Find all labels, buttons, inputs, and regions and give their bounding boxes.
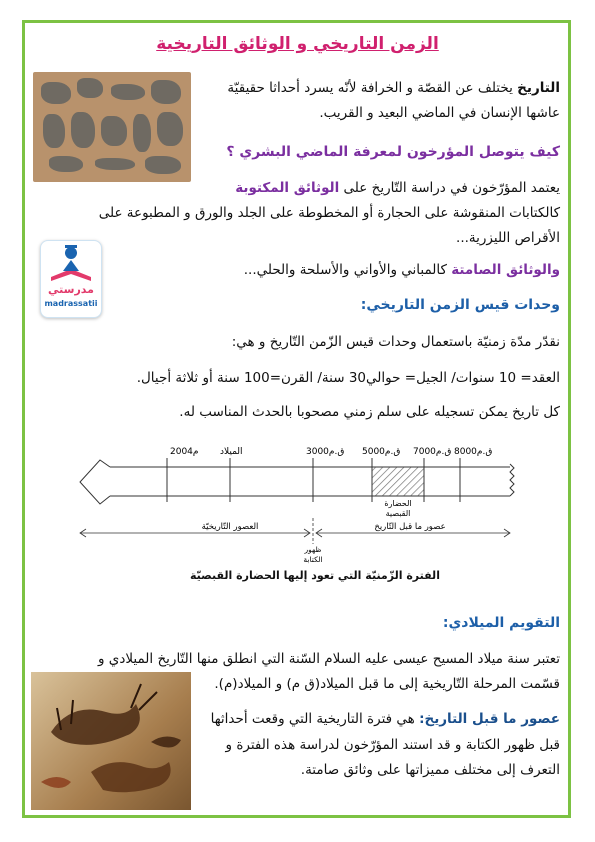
written-docs-keyword: الوثائق المكتوبة	[235, 180, 340, 196]
units-line-3: كل تاريخ يمكن تسجيله على سلم زمني مصحوبا بالحدث المناسب له.	[179, 404, 560, 420]
units-heading: وحدات قيس الزمن التاريخي:	[360, 297, 560, 313]
writing-label-1: ظهور	[304, 545, 322, 554]
tick-label-7000: 7000ق.م	[413, 447, 452, 457]
intro-line-1	[200, 76, 560, 101]
calendar-line-1: تعتبر سنة ميلاد المسيح عيسى عليه السلام السّنة التي انطلق منها التّاريخ الميلادي و	[97, 651, 560, 667]
prehistory-line-1	[200, 707, 560, 732]
tick-label-2004: 2004م	[170, 447, 199, 457]
tick-label-3000: 3000ق.م	[306, 447, 345, 457]
sources-line-2: كالكتابات المنقوشة على الحجارة أو المخطوطة على الجلد والورق و المطبوعة على	[98, 205, 560, 221]
sources-text-1: يعتمد المؤرّخون في دراسة التّاريخ على	[339, 180, 560, 196]
sources-line-3: الأقراص الليزرية...	[456, 230, 560, 246]
timeline-break-mark	[510, 464, 514, 496]
capsian-label-2: القبصية	[385, 509, 411, 518]
sources-line-4	[200, 258, 560, 283]
capsian-label-1: الحضارة	[384, 499, 412, 508]
intro-keyword: التاريخ	[517, 80, 560, 96]
silent-docs-keyword: الوثائق الصامتة	[451, 262, 552, 278]
writing-label-2: الكتابة	[303, 555, 323, 564]
prehistoric-era-label: عصور ما قبل التّاريخ	[374, 522, 446, 532]
units-line-2: العقد= 10 سنوات/ الجيل= حوالي30 سنة/ القرن=100 سنة أو ثلاثة أجيال.	[136, 370, 560, 386]
prehistory-text-1: هي فترة التاريخية التي وقعت أحداثها	[210, 711, 420, 727]
tick-label-8000: 8000ق.م	[454, 447, 493, 457]
timeline-diagram	[70, 440, 530, 590]
cave-animals-drawing	[31, 672, 191, 810]
units-line-1: نقدّر مدّة زمنيّة باستعمال وحدات قيس الزّمن التّاريخ و هي:	[231, 334, 560, 350]
tick-label-birth: الميلاد	[220, 447, 243, 457]
logo-subtitle: madrassatii	[44, 299, 98, 308]
page-title: الزمن التاريخي و الوثائق التاريخية	[156, 34, 439, 54]
intro-line-2: عاشها الإنسان في الماضي البعيد و القريب.	[319, 105, 560, 121]
prehistory-keyword: عصور ما قبل التاريخ:	[419, 711, 560, 727]
historic-era-label: العصور التّاريخيّة	[201, 522, 259, 532]
silent-docs-text: كالمباني والأواني والأسلحة والحلي...	[243, 262, 452, 278]
timeline-svg	[70, 440, 530, 570]
timeline-caption: الفترة الزّمنيّة التي تعود إليها الحضارة القبصيّة	[190, 569, 440, 582]
silent-docs-prefix: و	[551, 262, 560, 278]
cave-painting-image	[31, 672, 191, 810]
book-reader-icon	[41, 241, 101, 285]
question-heading: كيف يتوصل المؤرخون لمعرفة الماضي البشري ؟	[226, 144, 560, 160]
timeline-arrow-head	[80, 460, 110, 504]
sources-line-1	[60, 176, 560, 201]
madrassatii-logo	[40, 240, 102, 318]
intro-text-1: يختلف عن القصّة و الخرافة لأنّه يسرد أحداثا حقيقيّة	[227, 80, 518, 96]
prehistory-line-3: التعرف إلى مختلف مميزاتها على وثائق صامتة.	[300, 762, 560, 778]
prehistory-line-2: قبل ظهور الكتابة و قد استند المؤرّخون لدراسة هذه الفترة و	[225, 737, 560, 753]
capsian-period-hatch	[372, 467, 424, 496]
calendar-line-2: قسّمت المرحلة التّاريخية إلى ما قبل الميلاد(ق م) و الميلاد(م).	[214, 676, 560, 692]
logo-title: مدرستي	[48, 283, 94, 296]
stone-tools-image	[33, 72, 191, 182]
tick-label-5000: 5000ق.م	[362, 447, 401, 457]
calendar-heading: التقويم الميلادي:	[442, 615, 560, 631]
